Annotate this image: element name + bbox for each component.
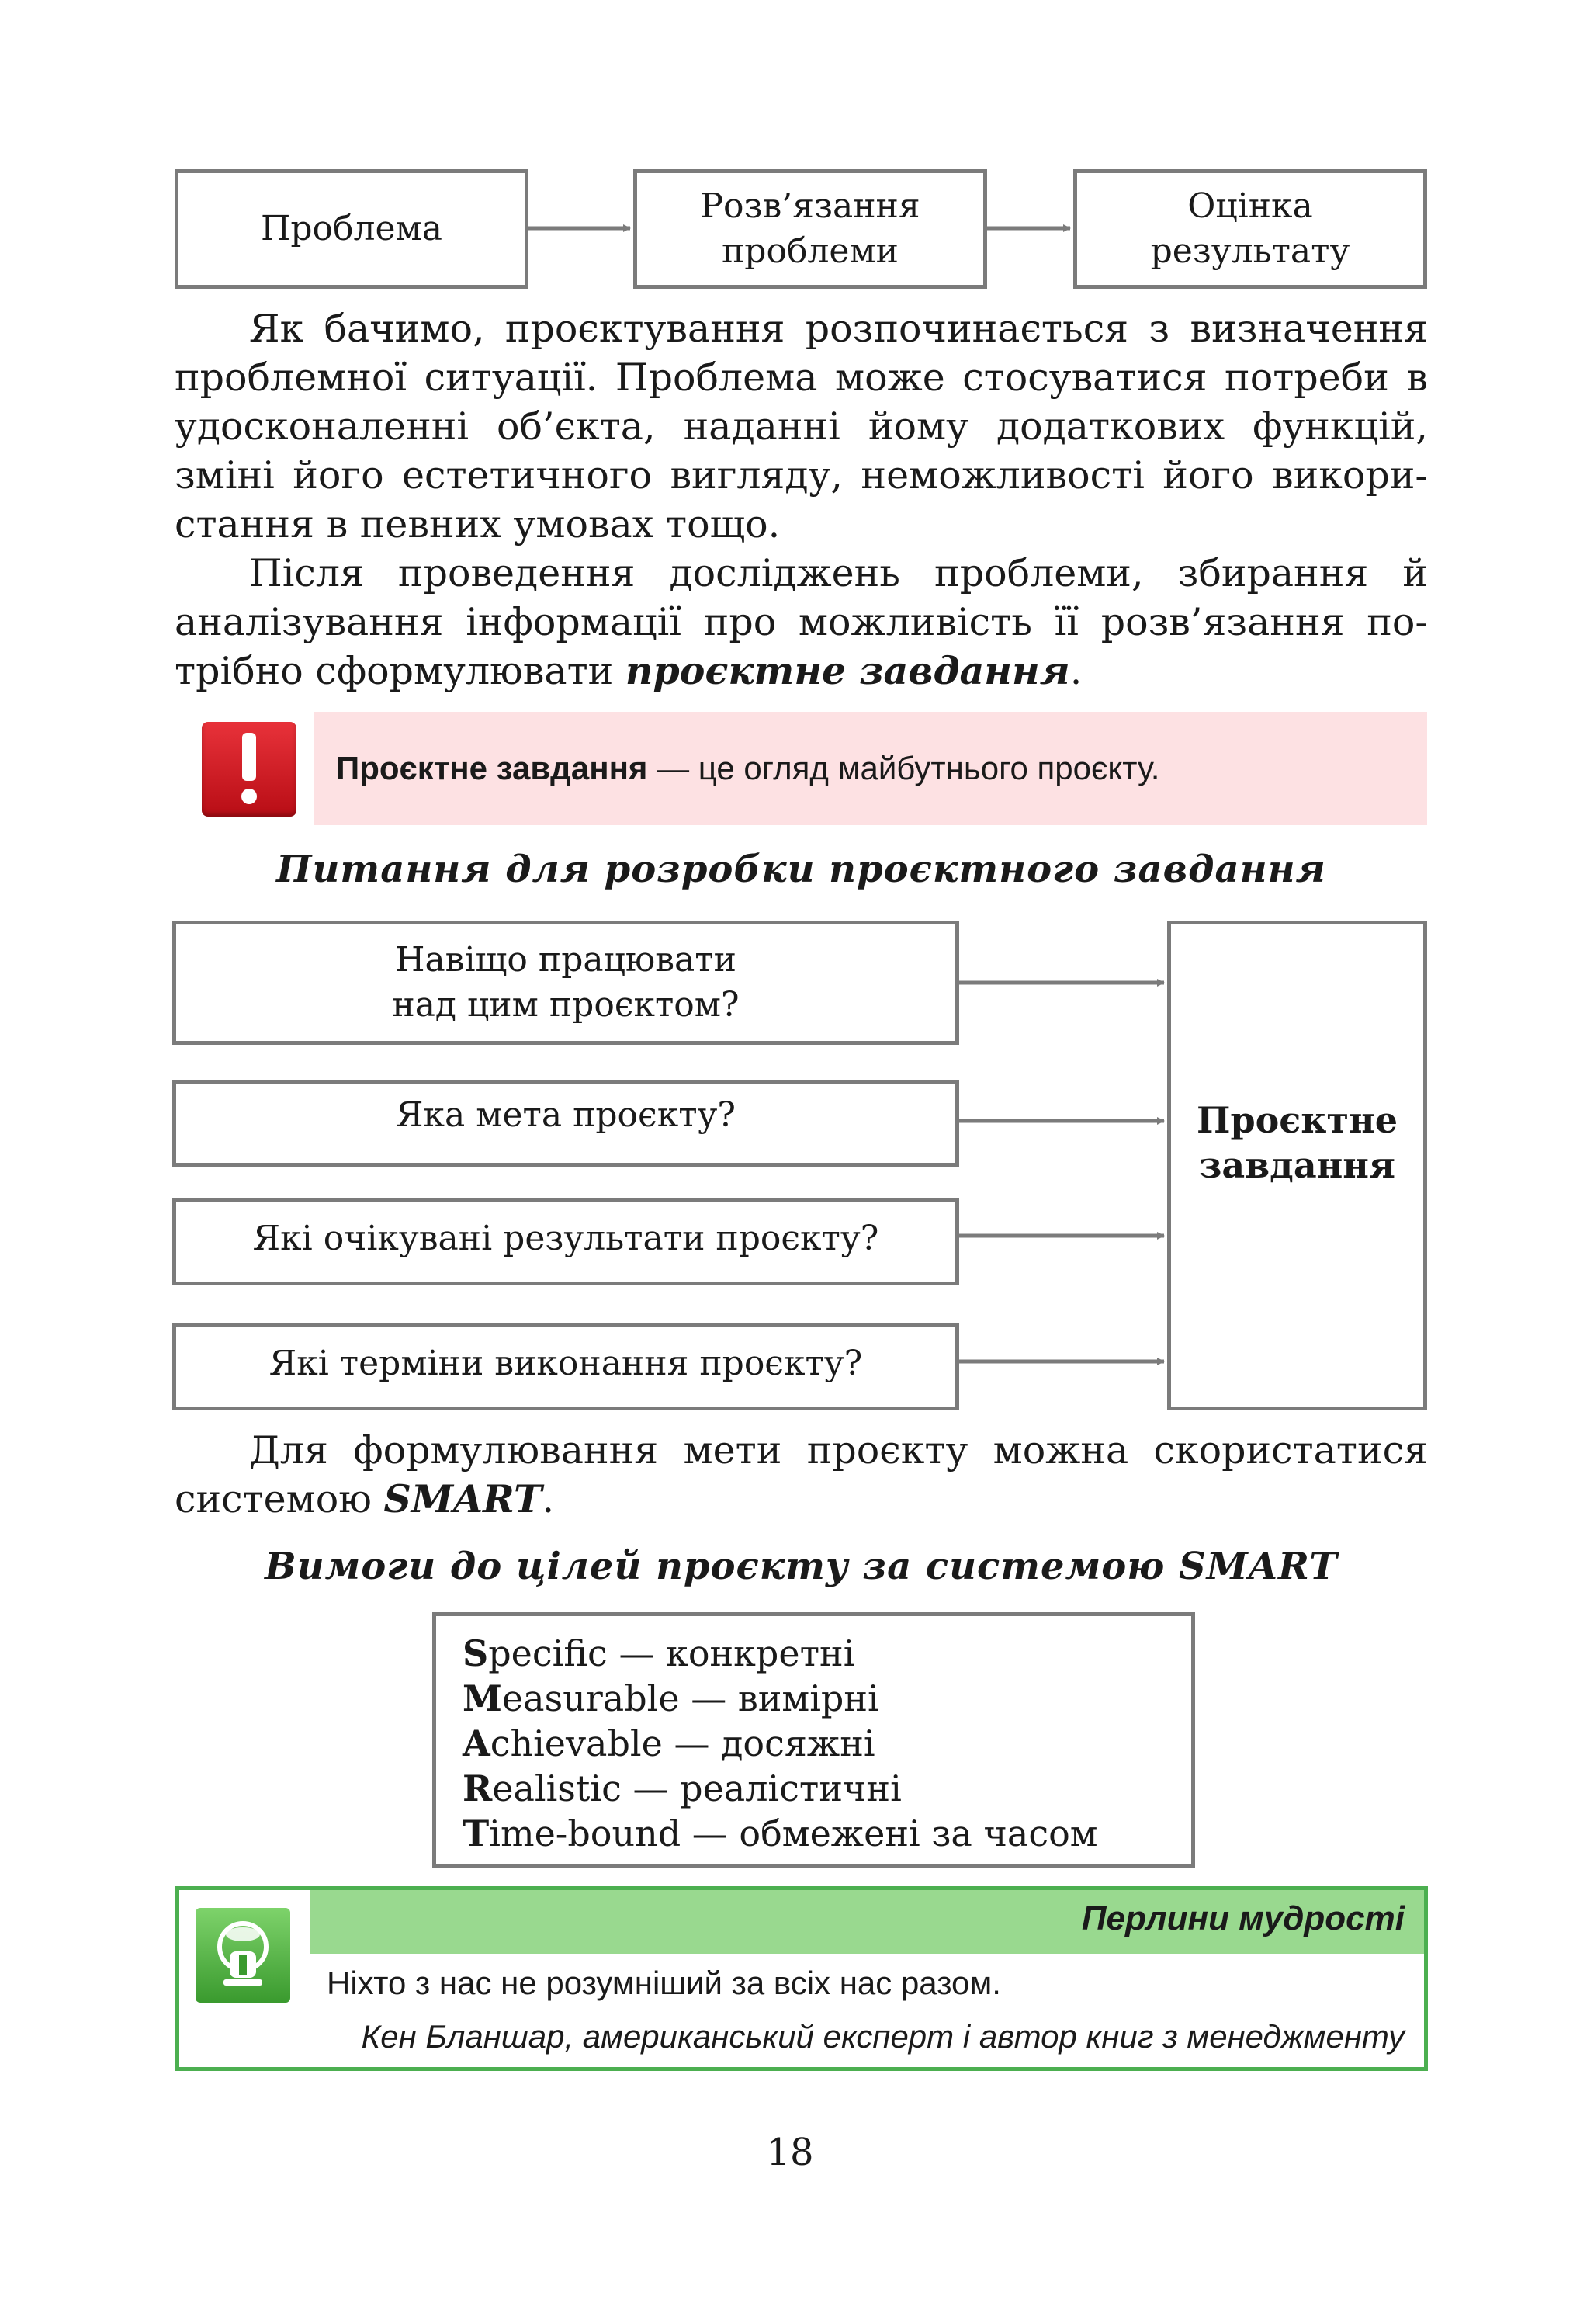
definition-term: Проєктне завдання xyxy=(336,750,648,786)
definition-box xyxy=(314,712,1427,825)
smart-initial: M xyxy=(463,1677,502,1719)
question-line: над цим проєктом? xyxy=(392,985,740,1025)
paragraph-line: аналізування інформації про можливість її розв’язання по- xyxy=(175,600,1428,644)
question-box xyxy=(172,921,959,1045)
smart-meaning: — конкретні xyxy=(607,1632,855,1674)
smart-initial: A xyxy=(463,1722,490,1764)
smart-word: ime-bound xyxy=(489,1812,681,1854)
project-task-line: завдання xyxy=(1199,1143,1395,1186)
flow-step-label-line: Оцінка xyxy=(1187,186,1313,226)
flow-step-problem xyxy=(175,169,528,289)
smart-meaning: — досяжні xyxy=(662,1722,875,1764)
emphasis-term: проєктне завдання xyxy=(625,648,1070,693)
definition-text: — це огляд майбутнього проєкту. xyxy=(647,750,1160,786)
smart-heading: Вимоги до цілей проєкту за системою SMART xyxy=(265,1545,1338,1588)
question-box xyxy=(172,1323,959,1410)
smart-list-box xyxy=(432,1612,1195,1868)
question-line: Які терміни виконання проєкту? xyxy=(269,1344,863,1383)
smart-meaning: — вимірні xyxy=(679,1677,879,1719)
wisdom-title: Перлини мудрості xyxy=(1081,1899,1405,1937)
paragraph-text: . xyxy=(542,1477,555,1521)
flow-step-label-line: проблеми xyxy=(721,231,899,271)
paragraph-intro xyxy=(175,304,1428,549)
paragraph-line: Після проведення досліджень проблеми, збирання й xyxy=(249,551,1428,595)
paragraph-line: стання в певних умовах тощо. xyxy=(175,502,781,546)
page-number: 18 xyxy=(766,2131,814,2174)
flow-step-label: Проблема xyxy=(261,209,442,248)
question-box xyxy=(172,1198,959,1285)
smart-word: chievable xyxy=(490,1722,663,1764)
flow-step-evaluation xyxy=(1073,169,1427,289)
smart-initial: T xyxy=(463,1812,490,1854)
smart-word: easurable xyxy=(501,1677,680,1719)
smart-item xyxy=(463,1631,1191,1676)
alert-icon xyxy=(202,722,296,817)
paragraph-smart xyxy=(175,1426,1428,1524)
question-line: Навіщо працювати xyxy=(395,940,736,980)
paragraph-line xyxy=(175,647,1428,695)
project-task-box xyxy=(1167,921,1427,1410)
questions-heading: Питання для розробки проєктного завдання xyxy=(276,848,1326,891)
smart-item xyxy=(463,1766,1191,1811)
smart-word: pecific xyxy=(488,1632,608,1674)
project-task-line: Проєктне xyxy=(1197,1098,1398,1141)
wisdom-box xyxy=(175,1886,1428,2071)
wisdom-icon xyxy=(196,1908,290,2003)
flow-step-solution xyxy=(633,169,987,289)
question-box xyxy=(172,1080,959,1167)
paragraph-line: удосконаленні об’єкта, наданні йому додаткових функцій, xyxy=(175,404,1428,449)
question-line: Які очікувані результати проєкту? xyxy=(252,1219,879,1258)
question-line: Яка мета проєкту? xyxy=(395,1095,736,1135)
flow-step-label-line: результату xyxy=(1150,231,1350,271)
smart-item xyxy=(463,1811,1191,1856)
smart-meaning: — обмежені за часом xyxy=(681,1812,1098,1854)
smart-item xyxy=(463,1676,1191,1721)
paragraph-text: . xyxy=(1069,649,1083,693)
paragraph-line: Як бачимо, проєктування розпочинається з визначення xyxy=(249,307,1428,351)
paragraph-text: системою xyxy=(175,1477,384,1521)
flow-step-label-line: Розв’язання xyxy=(700,186,920,226)
wisdom-quote: Ніхто з нас не розумніший за всіх нас разом. xyxy=(327,1965,1001,2001)
smart-item xyxy=(463,1721,1191,1766)
paragraph-line: проблемної ситуації. Проблема може стосуватися потреби в xyxy=(175,356,1428,400)
smart-initial: S xyxy=(463,1632,489,1674)
paragraph-line xyxy=(175,1475,1428,1524)
smart-meaning: — реалістичні xyxy=(621,1767,902,1809)
emphasis-term: SMART xyxy=(383,1476,542,1521)
smart-initial: R xyxy=(463,1767,493,1809)
paragraph-research xyxy=(175,549,1428,695)
smart-word: ealistic xyxy=(492,1767,622,1809)
paragraph-text: трібно сформулювати xyxy=(175,649,625,693)
paragraph-line: Для формулювання мети проєкту можна скористатися xyxy=(249,1428,1428,1472)
paragraph-line: зміні його естетичного вигляду, неможливості його викори- xyxy=(175,453,1428,498)
wisdom-author: Кен Бланшар, американський експерт і автор книг з менеджменту xyxy=(361,2018,1405,2055)
